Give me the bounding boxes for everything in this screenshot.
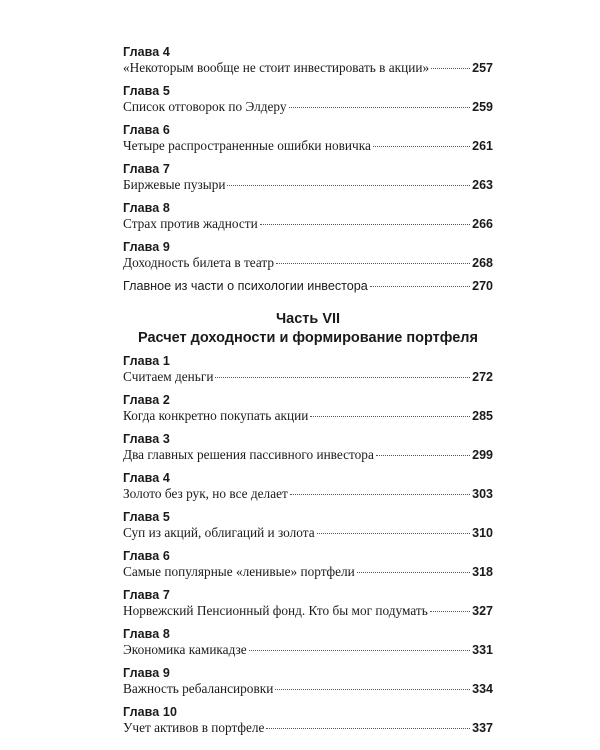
dot-leader: [249, 650, 470, 651]
chapter-title: Самые популярные «ленивые» портфели: [123, 564, 355, 580]
chapter-title: Когда конкретно покупать акции: [123, 408, 309, 424]
toc-entry: [123, 392, 493, 424]
chapter-label: Глава 6: [123, 123, 170, 137]
toc-entry: [123, 704, 493, 736]
toc-entry: [123, 548, 493, 580]
toc-entry: [123, 44, 493, 76]
toc-entry-line: [123, 255, 493, 271]
chapter-label: Глава 3: [123, 432, 170, 447]
toc-entry: [123, 470, 493, 502]
toc-entry-line: [123, 681, 493, 697]
chapter-title: Учет активов в портфеле: [123, 720, 265, 736]
chapter-title: Норвежский Пенсионный фонд. Кто бы мог подумать: [123, 603, 428, 619]
page-number: 263: [472, 178, 493, 192]
chapter-title: Биржевые пузыри: [123, 177, 226, 192]
page-number: 268: [472, 256, 493, 270]
dot-leader: [431, 68, 470, 69]
toc-entry-line: [123, 486, 493, 502]
toc-entry-line: [123, 369, 493, 385]
toc-entry-line: [123, 720, 493, 736]
chapter-title: Золото без рук, но все делает: [123, 486, 288, 502]
page-number: 257: [472, 61, 493, 75]
toc-entry: [123, 200, 493, 232]
page-number: 334: [472, 682, 493, 697]
chapter-label: Глава 9: [123, 240, 170, 254]
chapter-label: Глава 9: [123, 666, 170, 681]
page-number: 270: [472, 279, 493, 293]
chapter-label: Глава 4: [123, 45, 170, 59]
toc-entry: [123, 626, 493, 658]
toc-entry-line: [123, 603, 493, 619]
dot-leader: [227, 185, 470, 186]
chapter-label: Глава 8: [123, 627, 170, 642]
dot-leader: [430, 611, 470, 612]
page-number: 261: [472, 139, 493, 153]
toc-entry-line: [123, 408, 493, 424]
toc-entry: [123, 239, 493, 271]
chapter-title: Суп из акций, облигаций и золота: [123, 525, 315, 541]
dot-leader: [376, 455, 470, 456]
toc-section-psychology: [123, 44, 493, 294]
dot-leader: [289, 107, 471, 108]
chapter-title: «Некоторым вообще не стоит инвестировать в акции»: [123, 60, 430, 75]
toc-section-part-7: [123, 353, 493, 736]
dot-leader: [373, 146, 470, 147]
chapter-title: Считаем деньги: [123, 369, 214, 385]
page-number: 310: [472, 526, 493, 541]
chapter-title: Список отговорок по Элдеру: [123, 99, 287, 114]
chapter-title: Два главных решения пассивного инвестора: [123, 447, 374, 463]
dot-leader: [317, 533, 471, 534]
toc-entry-line: [123, 216, 493, 232]
chapter-label: Глава 4: [123, 471, 170, 486]
toc-entry: [123, 161, 493, 193]
dot-leader: [370, 286, 470, 287]
chapter-label: Глава 6: [123, 549, 170, 564]
dot-leader: [215, 377, 470, 378]
part-title: Расчет доходности и формирование портфеля: [138, 330, 478, 347]
chapter-label: Глава 5: [123, 84, 170, 98]
toc-entry-line: [123, 278, 493, 294]
chapter-title: Экономика камикадзе: [123, 642, 247, 658]
page-number: 337: [472, 721, 493, 736]
dot-leader: [260, 224, 470, 225]
part-heading: [123, 310, 493, 348]
page-number: 327: [472, 604, 493, 619]
toc-entry-line: [123, 60, 493, 76]
toc-entry-line: [123, 642, 493, 658]
chapter-title: Важность ребалансировки: [123, 681, 274, 697]
page-number: 285: [472, 409, 493, 424]
chapter-title: Доходность билета в театр: [123, 255, 275, 270]
toc-entry-line: [123, 177, 493, 193]
chapter-label: Глава 1: [123, 354, 170, 369]
page-number: 318: [472, 565, 493, 580]
page-number: 331: [472, 643, 493, 658]
dot-leader: [276, 263, 470, 264]
toc-summary-entry: [123, 278, 493, 294]
table-of-contents: [123, 44, 493, 743]
toc-entry-line: [123, 99, 493, 115]
toc-entry: [123, 587, 493, 619]
page-number: 299: [472, 448, 493, 463]
dot-leader: [357, 572, 470, 573]
toc-entry-line: [123, 564, 493, 580]
page-number: 259: [472, 100, 493, 114]
chapter-label: Глава 5: [123, 510, 170, 525]
summary-title: Главное из части о психологии инвестора: [123, 279, 368, 293]
page-number: 272: [472, 370, 493, 385]
toc-entry: [123, 431, 493, 463]
page-number: 266: [472, 217, 493, 231]
page-number: 303: [472, 487, 493, 502]
toc-entry-line: [123, 525, 493, 541]
dot-leader: [310, 416, 470, 417]
chapter-label: Глава 10: [123, 705, 178, 720]
dot-leader: [275, 689, 470, 690]
dot-leader: [290, 494, 470, 495]
toc-entry: [123, 509, 493, 541]
toc-entry: [123, 353, 493, 385]
chapter-title: Четыре распространенные ошибки новичка: [123, 138, 371, 153]
chapter-label: Глава 7: [123, 588, 170, 603]
part-number: Часть VII: [275, 311, 341, 328]
toc-entry: [123, 665, 493, 697]
toc-entry-line: [123, 447, 493, 463]
chapter-label: Глава 8: [123, 201, 170, 215]
chapter-label: Глава 7: [123, 162, 170, 176]
chapter-label: Глава 2: [123, 393, 170, 408]
dot-leader: [266, 728, 470, 729]
toc-entry: [123, 122, 493, 154]
chapter-title: Страх против жадности: [123, 216, 258, 231]
toc-entry: [123, 83, 493, 115]
toc-entry-line: [123, 138, 493, 154]
